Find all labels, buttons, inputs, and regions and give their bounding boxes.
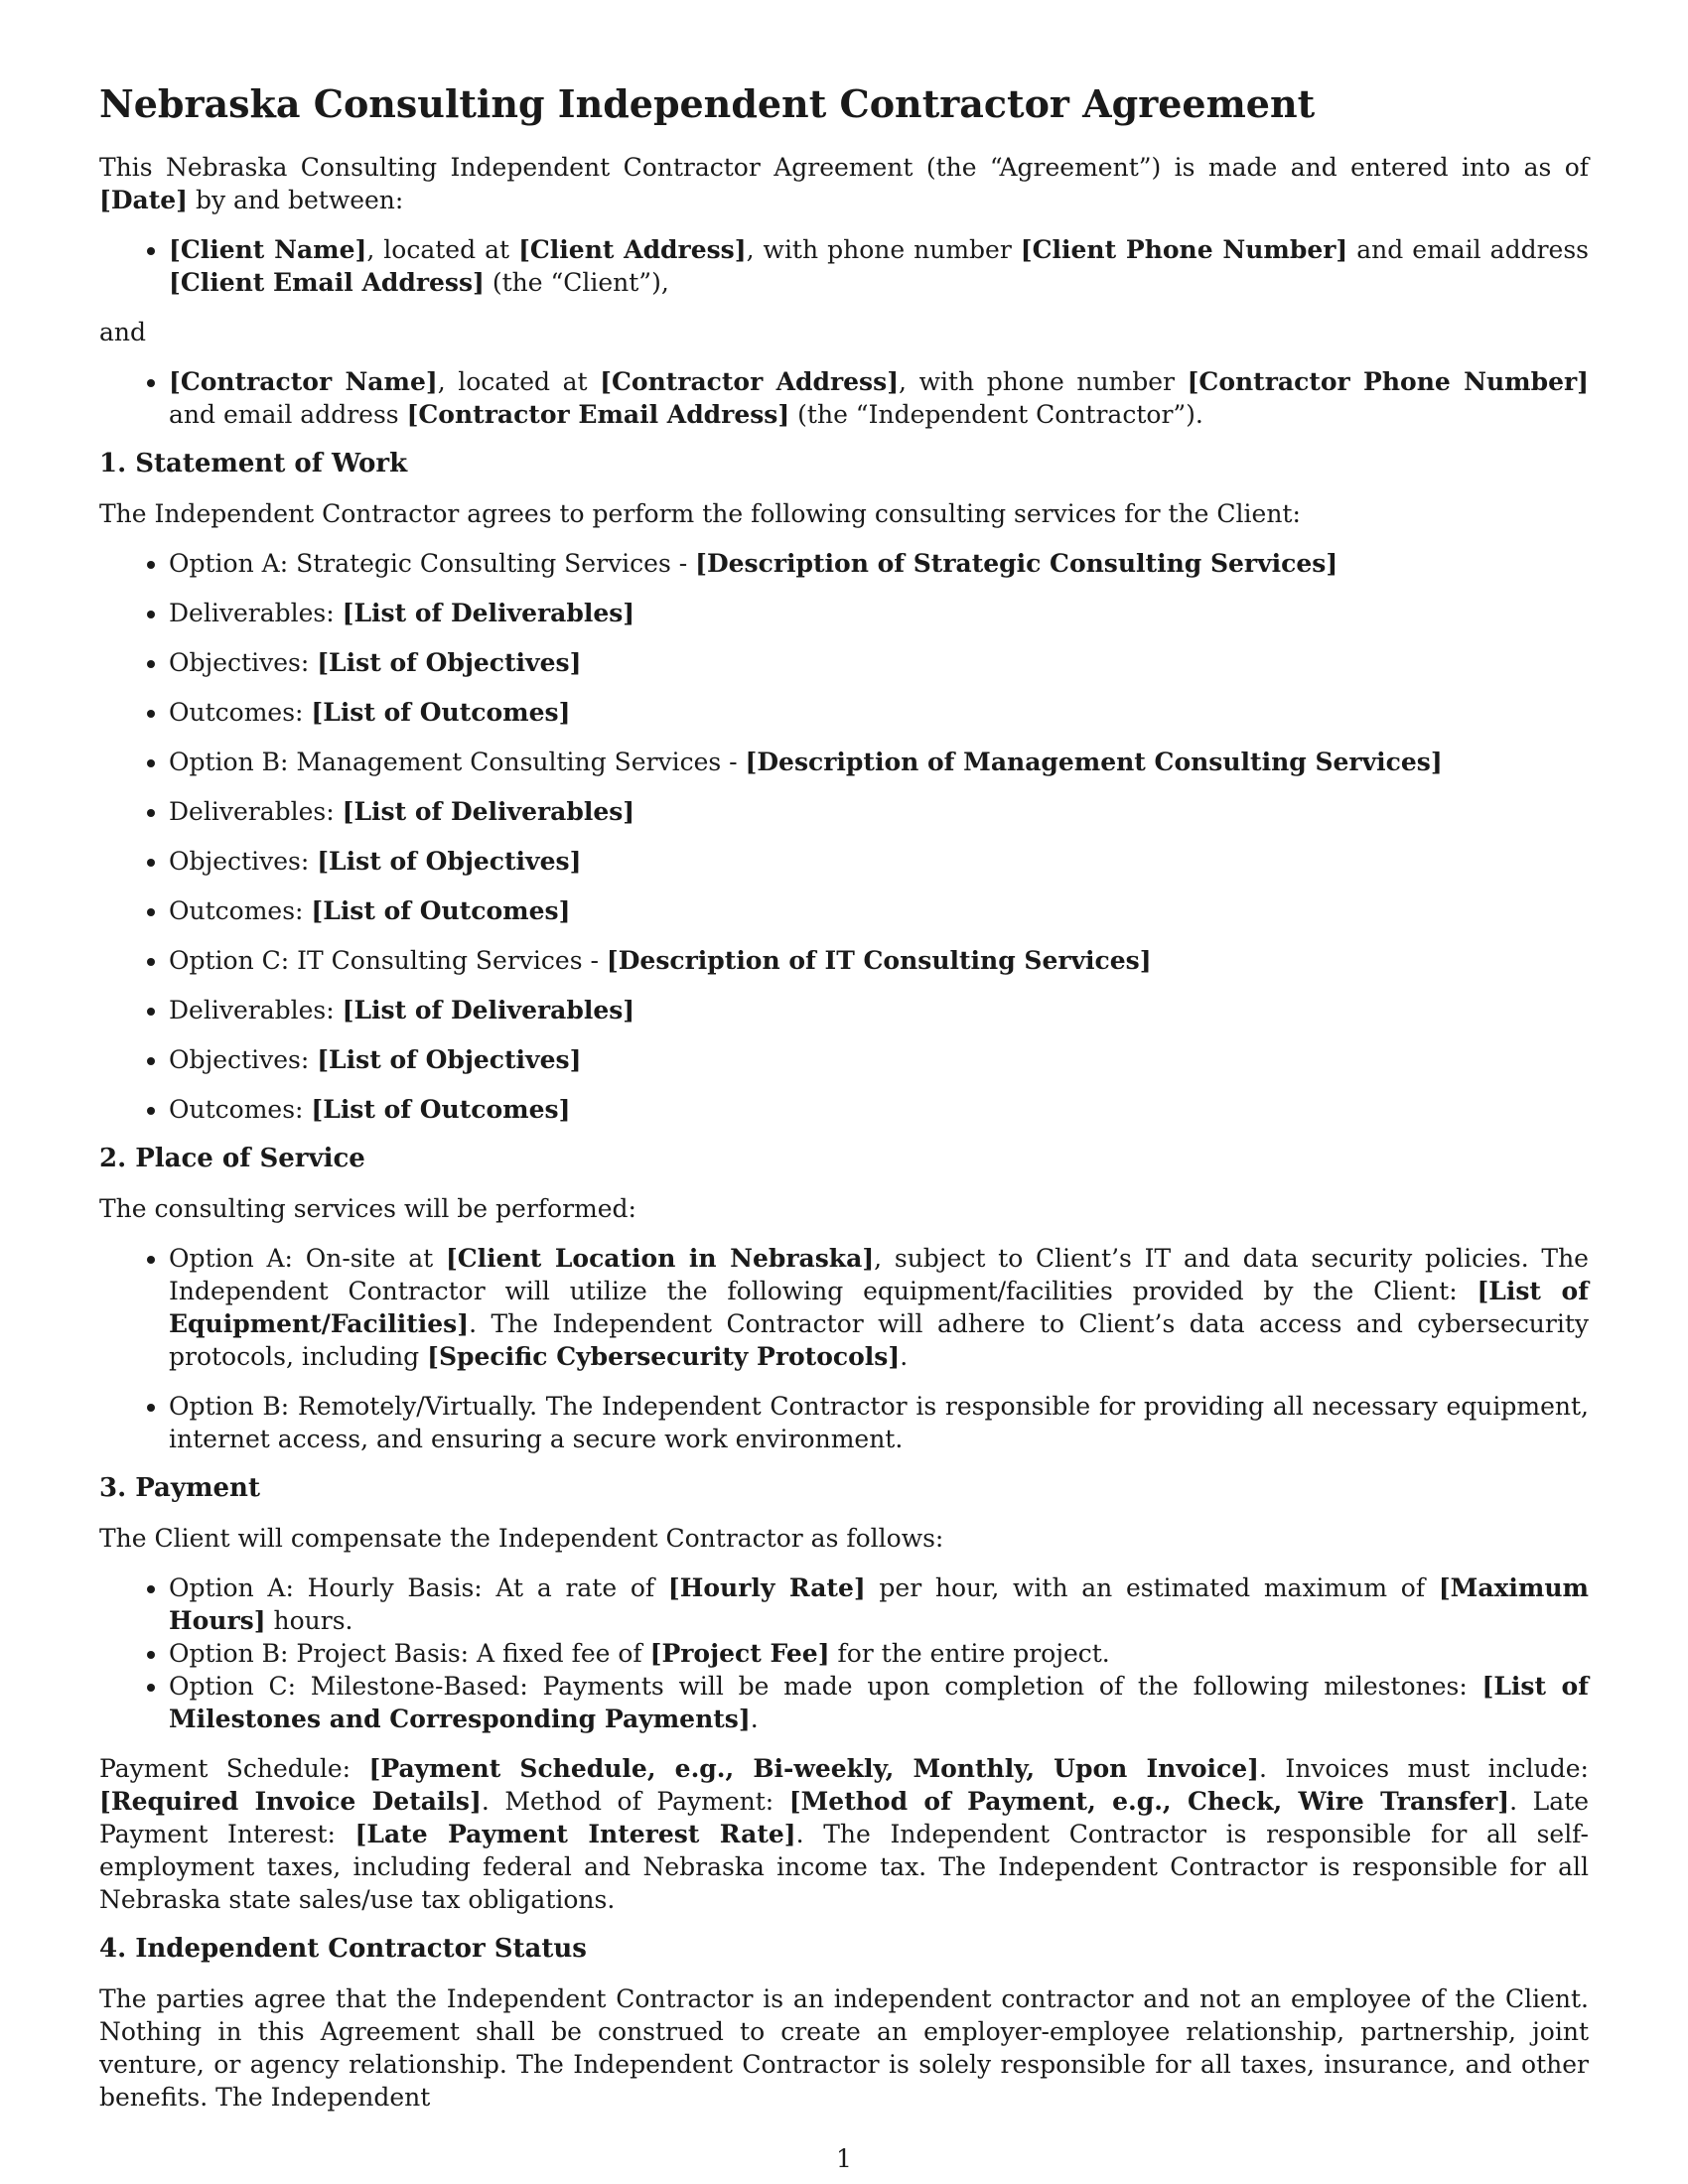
- client-list: [99, 233, 1589, 299]
- list-item: • Objectives: [List of Objectives]: [169, 845, 1589, 878]
- list-item: • Outcomes: [List of Outcomes]: [169, 696, 1589, 729]
- list-item: • Objectives: [List of Objectives]: [169, 646, 1589, 679]
- list-item: • Option A: On-site at [Client Location in Nebraska], subject to Client’s IT and data security policies. The Independent Contractor will utilize the following equipment/facilities provided by the Client: [List of Equipment/Facilities]. The Independent Contractor will adhere to Client’s data access and cybersecurity protocols, including [Specific Cybersecurity Protocols].: [169, 1242, 1589, 1373]
- section-heading-contractor-status: 4. Independent Contractor Status: [99, 1934, 587, 1964]
- payment-options-list: [99, 1571, 1589, 1735]
- client-phone-field: [Client Phone Number]: [1020, 235, 1348, 264]
- date-field: [Date]: [99, 186, 188, 214]
- list-item: • Deliverables: [List of Deliverables]: [169, 597, 1589, 629]
- list-item: • Deliverables: [List of Deliverables]: [169, 994, 1589, 1026]
- list-item: • Option A: Hourly Basis: At a rate of [Hourly Rate] per hour, with an estimated maximum of [Maximum Hours] hours.: [169, 1571, 1589, 1637]
- list-item: • Option A: Strategic Consulting Services - [Description of Strategic Consulting Services]: [169, 547, 1589, 580]
- client-party: • [Client Name], located at [Client Address], with phone number [Client Phone Number] and email address [Client Email Address] (the “Client”),: [169, 233, 1589, 299]
- list-item: • Outcomes: [List of Outcomes]: [169, 1093, 1589, 1126]
- list-item: • Option C: Milestone-Based: Payments will be made upon completion of the following milestones: [List of Milestones and Corresponding Payments].: [169, 1670, 1589, 1735]
- client-address-field: [Client Address]: [518, 235, 747, 264]
- payment-intro: The Client will compensate the Independent Contractor as follows:: [99, 1524, 944, 1553]
- contractor-phone-field: [Contractor Phone Number]: [1187, 367, 1589, 396]
- section-heading-place-of-service: 2. Place of Service: [99, 1144, 365, 1173]
- contractor-email-field: [Contractor Email Address]: [406, 400, 790, 429]
- client-email-field: [Client Email Address]: [169, 268, 485, 297]
- list-item: • Option B: Remotely/Virtually. The Independent Contractor is responsible for providing all necessary equipment, internet access, and ensuring a secure work environment.: [169, 1390, 1589, 1455]
- list-item: • Option B: Management Consulting Services - [Description of Management Consulting Services]: [169, 746, 1589, 778]
- payment-terms-paragraph: Payment Schedule: [Payment Schedule, e.g., Bi-weekly, Monthly, Upon Invoice]. Invoices must include: [Required Invoice Details]. Method of Payment: [Method of Payment, e.g., Check, Wire Transfer]. Late Payment Interest: [Late Payment Interest Rate]. The Independent Contractor is responsible for all self-employment taxes, including federal and Nebraska income tax. The Independent Contractor is responsible for all Nebraska state sales/use tax obligations.: [99, 1754, 1590, 1914]
- contractor-name-field: [Contractor Name]: [169, 367, 438, 396]
- statement-of-work-list: [99, 547, 1589, 1126]
- section-heading-statement-of-work: 1. Statement of Work: [99, 449, 408, 478]
- contractor-list: [99, 365, 1589, 431]
- list-item: • Option B: Project Basis: A fixed fee of [Project Fee] for the entire project.: [169, 1637, 1589, 1670]
- document-body: [99, 81, 1589, 2130]
- list-item: • Option C: IT Consulting Services - [Description of IT Consulting Services]: [169, 944, 1589, 977]
- intro-paragraph: This Nebraska Consulting Independent Contractor Agreement (the “Agreement”) is made and entered into as of [Date] by and between:: [99, 153, 1589, 214]
- section-heading-payment: 3. Payment: [99, 1473, 260, 1503]
- document-title: Nebraska Consulting Independent Contractor Agreement: [99, 81, 1316, 126]
- place-of-service-list: [99, 1242, 1589, 1455]
- contractor-party: • [Contractor Name], located at [Contractor Address], with phone number [Contractor Phone Number] and email address [Contractor Email Address] (the “Independent Contractor”).: [169, 365, 1589, 431]
- list-item: • Objectives: [List of Objectives]: [169, 1043, 1589, 1076]
- client-name-field: [Client Name]: [169, 235, 367, 264]
- contractor-status-paragraph: The parties agree that the Independent Contractor is an independent contractor and not an employee of the Client. Nothing in this Agreement shall be construed to create an employer-employee relationship, partnership, joint venture, or agency relationship. The Independent Contractor is solely responsible for all taxes, insurance, and other benefits. The Independent: [99, 1984, 1589, 2112]
- list-item: • Outcomes: [List of Outcomes]: [169, 894, 1589, 927]
- page-number: 1: [836, 2144, 852, 2173]
- contractor-address-field: [Contractor Address]: [600, 367, 900, 396]
- and-connector: and: [99, 318, 147, 346]
- place-of-service-intro: The consulting services will be performed:: [99, 1194, 636, 1223]
- statement-of-work-intro: The Independent Contractor agrees to perform the following consulting services for the Client:: [99, 499, 1301, 528]
- list-item: • Deliverables: [List of Deliverables]: [169, 795, 1589, 828]
